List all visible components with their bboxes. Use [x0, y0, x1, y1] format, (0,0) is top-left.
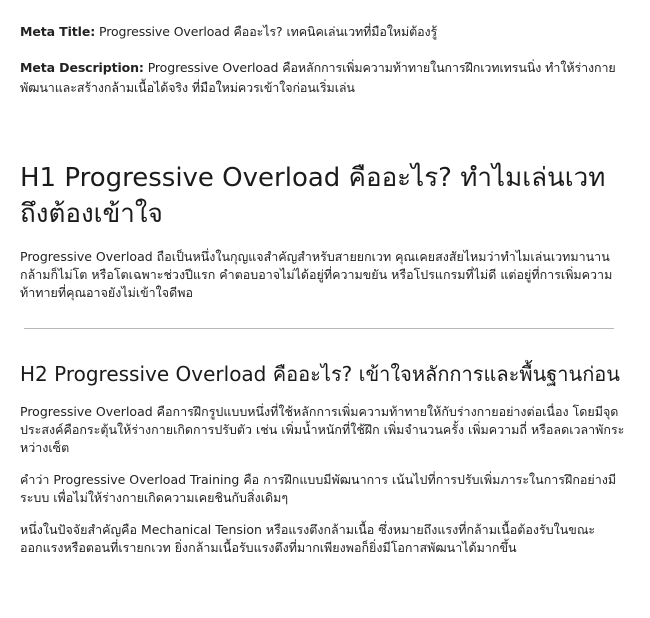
meta-description-line	[20, 58, 626, 98]
meta-title-line	[20, 0, 626, 42]
meta-title-label: Meta Title:	[20, 24, 96, 39]
main-heading: H1 Progressive Overload คืออะไร? ทำไมเล่นเวทถึงต้องเข้าใจ	[20, 163, 606, 229]
intro-paragraph: Progressive Overload ถือเป็นหนึ่งในกุญแจสำคัญสำหรับสายยกเวท คุณเคยสงสัยไหมว่าทำไมเล่นเวทมานาน กล้ามก็ไม่โต หรือโตเฉพาะช่วงปีแรก คำตอบอาจไม่ได้อยู่ที่ความขยัน หรือโปรแกรมที่ไม่ดี แต่อยู่ที่การเพิ่มความท้าทายที่คุณอาจยังไม่เข้าใจดีพอ	[20, 249, 613, 300]
meta-title-value: Progressive Overload คืออะไร? เทคนิคเล่นเวทที่มือใหม่ต้องรู้	[95, 24, 438, 39]
body-paragraph-3: หนึ่งในปัจจัยสำคัญคือ Mechanical Tension หรือแรงตึงกล้ามเนื้อ ซึ่งหมายถึงแรงที่กล้ามเนื้อต้องรับในขณะออกแรงหรือตอนที่เรายกเวท ยิ่งกล้ามเนื้อรับแรงตึงที่มากเพียงพอก็ยิ่งมีโอกาสพัฒนาได้มากขึ้น	[20, 522, 596, 555]
section-divider	[24, 328, 614, 329]
meta-description-value: Progressive Overload คือหลักการเพิ่มความท้าทายในการฝึกเวทเทรนนิ่ง ทำให้ร่างกายพัฒนาและสร้างกล้ามเนื้อได้จริง ที่มือใหม่ควรเข้าใจก่อนเริ่มเล่น	[20, 60, 616, 95]
body-paragraph-1: Progressive Overload คือการฝึกรูปแบบหนึ่งที่ใช้หลักการเพิ่มความท้าทายให้กับร่างกายอย่างต่อเนื่อง โดยมีจุดประสงค์คือกระตุ้นให้ร่างกายเกิดการปรับตัว เช่น เพิ่มน้ำหนักที่ใช้ฝึก เพิ่มจำนวนครั้ง เพิ่มความถี่ หรือลดเวลาพักระหว่างเซ็ต	[20, 404, 625, 455]
section-heading: H2 Progressive Overload คืออะไร? เข้าใจหลักการและพื้นฐานก่อน	[20, 362, 620, 386]
meta-description-label: Meta Description:	[20, 60, 144, 75]
body-paragraph-2: คำว่า Progressive Overload Training คือ การฝึกแบบมีพัฒนาการ เน้นไปที่การปรับเพิ่มภาระในการฝึกอย่างมีระบบ เพื่อไม่ให้ร่างกายเกิดความเคยชินกับสิ่งเดิมๆ	[20, 472, 617, 505]
